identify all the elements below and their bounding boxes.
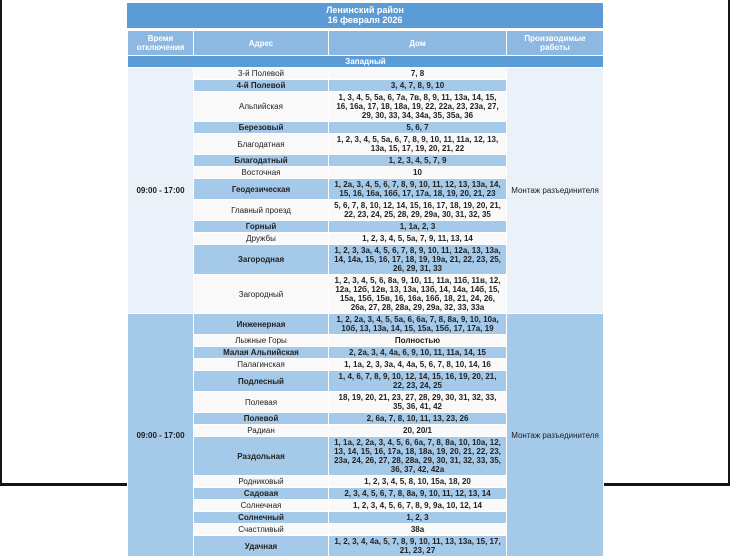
houses-cell: 2, 6а, 7, 8, 10, 11, 13, 23, 26 <box>329 413 507 425</box>
table-body <box>128 68 604 557</box>
houses-cell: 1, 2, 2а, 3, 4, 5, 5а, 6, 6а, 7, 8, 8а, 9, 10, 10а, 10б, 13, 13а, 14, 15, 15а, 15б, 17, 17а, 19 <box>329 314 507 335</box>
col-header-address: Адрес <box>194 31 329 56</box>
houses-cell: 1, 4, 6, 7, 8, 9, 10, 12, 14, 15, 16, 19, 20, 21, 22, 23, 24, 25 <box>329 371 507 392</box>
houses-cell: 1, 1а, 2, 3 <box>329 221 507 233</box>
houses-cell: 1, 3, 4, 5, 5а, 6, 7а, 7в, 8, 9, 11, 13а, 14, 15, 16, 16а, 17, 18, 18а, 19, 22, 22а, 23, 23а, 27, 29, 30, 33, 34, 34а, 35, 35а, 36 <box>329 92 507 122</box>
houses-cell: 1, 1а, 2, 3, 3а, 4, 4а, 5, 6, 7, 8, 10, 14, 16 <box>329 359 507 371</box>
houses-cell: 1, 2, 3, 4, 5, 8, 10, 15а, 18, 20 <box>329 476 507 488</box>
section-row <box>128 56 604 68</box>
houses-cell: 1, 2, 3, 4, 5, 6, 8а, 9, 10, 11, 11а, 11б, 11в, 12, 12а, 12б, 12в, 13, 13а, 13б, 14, 14а, 14б, 15, 15а, 15б, 15в, 16, 16а, 16б, 18, 21, 24, 26, 26а, 27, 28, 28а, 29, 29а, 32, 33, 33а <box>329 275 507 314</box>
houses-cell: 38а <box>329 524 507 536</box>
page <box>2 0 728 555</box>
street-cell: Садовая <box>194 488 329 500</box>
table-row <box>128 314 604 335</box>
street-cell: Родниковый <box>194 476 329 488</box>
houses-cell: 1, 2, 3 <box>329 512 507 524</box>
street-cell: Загородный <box>194 275 329 314</box>
date-subtitle: 16 февраля 2026 <box>327 15 403 25</box>
street-cell: Дружбы <box>194 233 329 245</box>
time-cell: 09:00 - 17:00 <box>128 314 194 557</box>
street-cell: Горный <box>194 221 329 233</box>
houses-cell: 1, 2, 3, 4, 5, 7, 9 <box>329 155 507 167</box>
houses-cell: 2, 2а, 3, 4, 4а, 6, 9, 10, 11, 11а, 14, 15 <box>329 347 507 359</box>
street-cell: Полевая <box>194 392 329 413</box>
col-header-time: Время отключения <box>128 31 194 56</box>
time-cell: 09:00 - 17:00 <box>128 68 194 314</box>
street-cell: Главный проезд <box>194 200 329 221</box>
street-cell: Инженерная <box>194 314 329 335</box>
houses-cell: 2, 3, 4, 5, 6, 7, 8, 8а, 9, 10, 11, 12, 13, 14 <box>329 488 507 500</box>
street-cell: Малая Альпийская <box>194 347 329 359</box>
street-cell: Палагинская <box>194 359 329 371</box>
street-cell: 3-й Полевой <box>194 68 329 80</box>
street-cell: Лыжные Горы <box>194 335 329 347</box>
street-cell: Раздольная <box>194 437 329 476</box>
section-header: Западный <box>128 56 604 68</box>
street-cell: Березовый <box>194 122 329 134</box>
street-cell: Альпийская <box>194 92 329 122</box>
table-title <box>127 3 603 28</box>
col-header-house: Дом <box>329 31 507 56</box>
houses-cell: 10 <box>329 167 507 179</box>
houses-cell: 20, 20/1 <box>329 425 507 437</box>
houses-cell: 7, 8 <box>329 68 507 80</box>
district-title: Ленинский район <box>326 5 404 15</box>
houses-cell: 1, 2, 3, 4, 5, 6, 7, 8, 9, 9а, 10, 12, 14 <box>329 500 507 512</box>
street-cell: Удачная <box>194 536 329 557</box>
houses-cell: 1, 2а, 3, 4, 5, 6, 7, 8, 9, 10, 11, 12, 13, 13а, 14, 15, 16, 16а, 16б, 17, 17а, 18, 19, 20, 21, 23 <box>329 179 507 200</box>
houses-cell: 5, 6, 7, 8, 10, 12, 14, 15, 16, 17, 18, 19, 20, 21, 22, 23, 24, 25, 28, 29, 29а, 30, 31, 32, 35 <box>329 200 507 221</box>
street-cell: Благодатный <box>194 155 329 167</box>
street-cell: Благодатная <box>194 134 329 155</box>
houses-cell: 1, 2, 3, 4, 4а, 5, 7, 8, 9, 10, 11, 13, 13а, 15, 17, 21, 23, 27 <box>329 536 507 557</box>
houses-cell: 1, 2, 3, 4, 5, 5а, 6, 7, 8, 9, 10, 11, 11а, 12, 13, 13а, 15, 17, 19, 20, 21, 22 <box>329 134 507 155</box>
schedule-table <box>127 30 604 557</box>
outage-schedule <box>127 3 603 557</box>
houses-cell: 3, 4, 7, 8, 9, 10 <box>329 80 507 92</box>
houses-cell: 1, 2, 3, 4, 5, 5а, 7, 9, 11, 13, 14 <box>329 233 507 245</box>
street-cell: Геодезическая <box>194 179 329 200</box>
houses-cell: 5, 6, 7 <box>329 122 507 134</box>
street-cell: Полевой <box>194 413 329 425</box>
street-cell: Солнечная <box>194 500 329 512</box>
col-header-works: Производимые работы <box>507 31 604 56</box>
houses-cell: 18, 19, 20, 21, 23, 27, 28, 29, 30, 31, 32, 33, 35, 36, 41, 42 <box>329 392 507 413</box>
houses-cell: Полностью <box>329 335 507 347</box>
work-cell: Монтаж разъединителя <box>507 314 604 557</box>
street-cell: Солнечный <box>194 512 329 524</box>
street-cell: Восточная <box>194 167 329 179</box>
work-cell: Монтаж разъединителя <box>507 68 604 314</box>
street-cell: Подлесный <box>194 371 329 392</box>
column-header-row <box>128 31 604 56</box>
table-row <box>128 68 604 80</box>
street-cell: 4-й Полевой <box>194 80 329 92</box>
houses-cell: 1, 1а, 2, 2а, 3, 4, 5, 6, 6а, 7, 8, 8а, 10, 10а, 12, 13, 14, 15, 16, 17а, 18, 18а, 19, 20, 21, 22, 23, 23а, 24, 26, 27, 28, 28а, 29, 30, 31, 32, 33, 35, 36, 37, 42, 42а <box>329 437 507 476</box>
street-cell: Загородная <box>194 245 329 275</box>
street-cell: Радиан <box>194 425 329 437</box>
houses-cell: 1, 2, 3, 3а, 4, 5, 6, 7, 8, 9, 10, 11, 12а, 13, 13а, 14, 14а, 15, 16, 17, 18, 19, 19а, 21, 22, 23, 25, 26, 29, 31, 33 <box>329 245 507 275</box>
street-cell: Счастливый <box>194 524 329 536</box>
